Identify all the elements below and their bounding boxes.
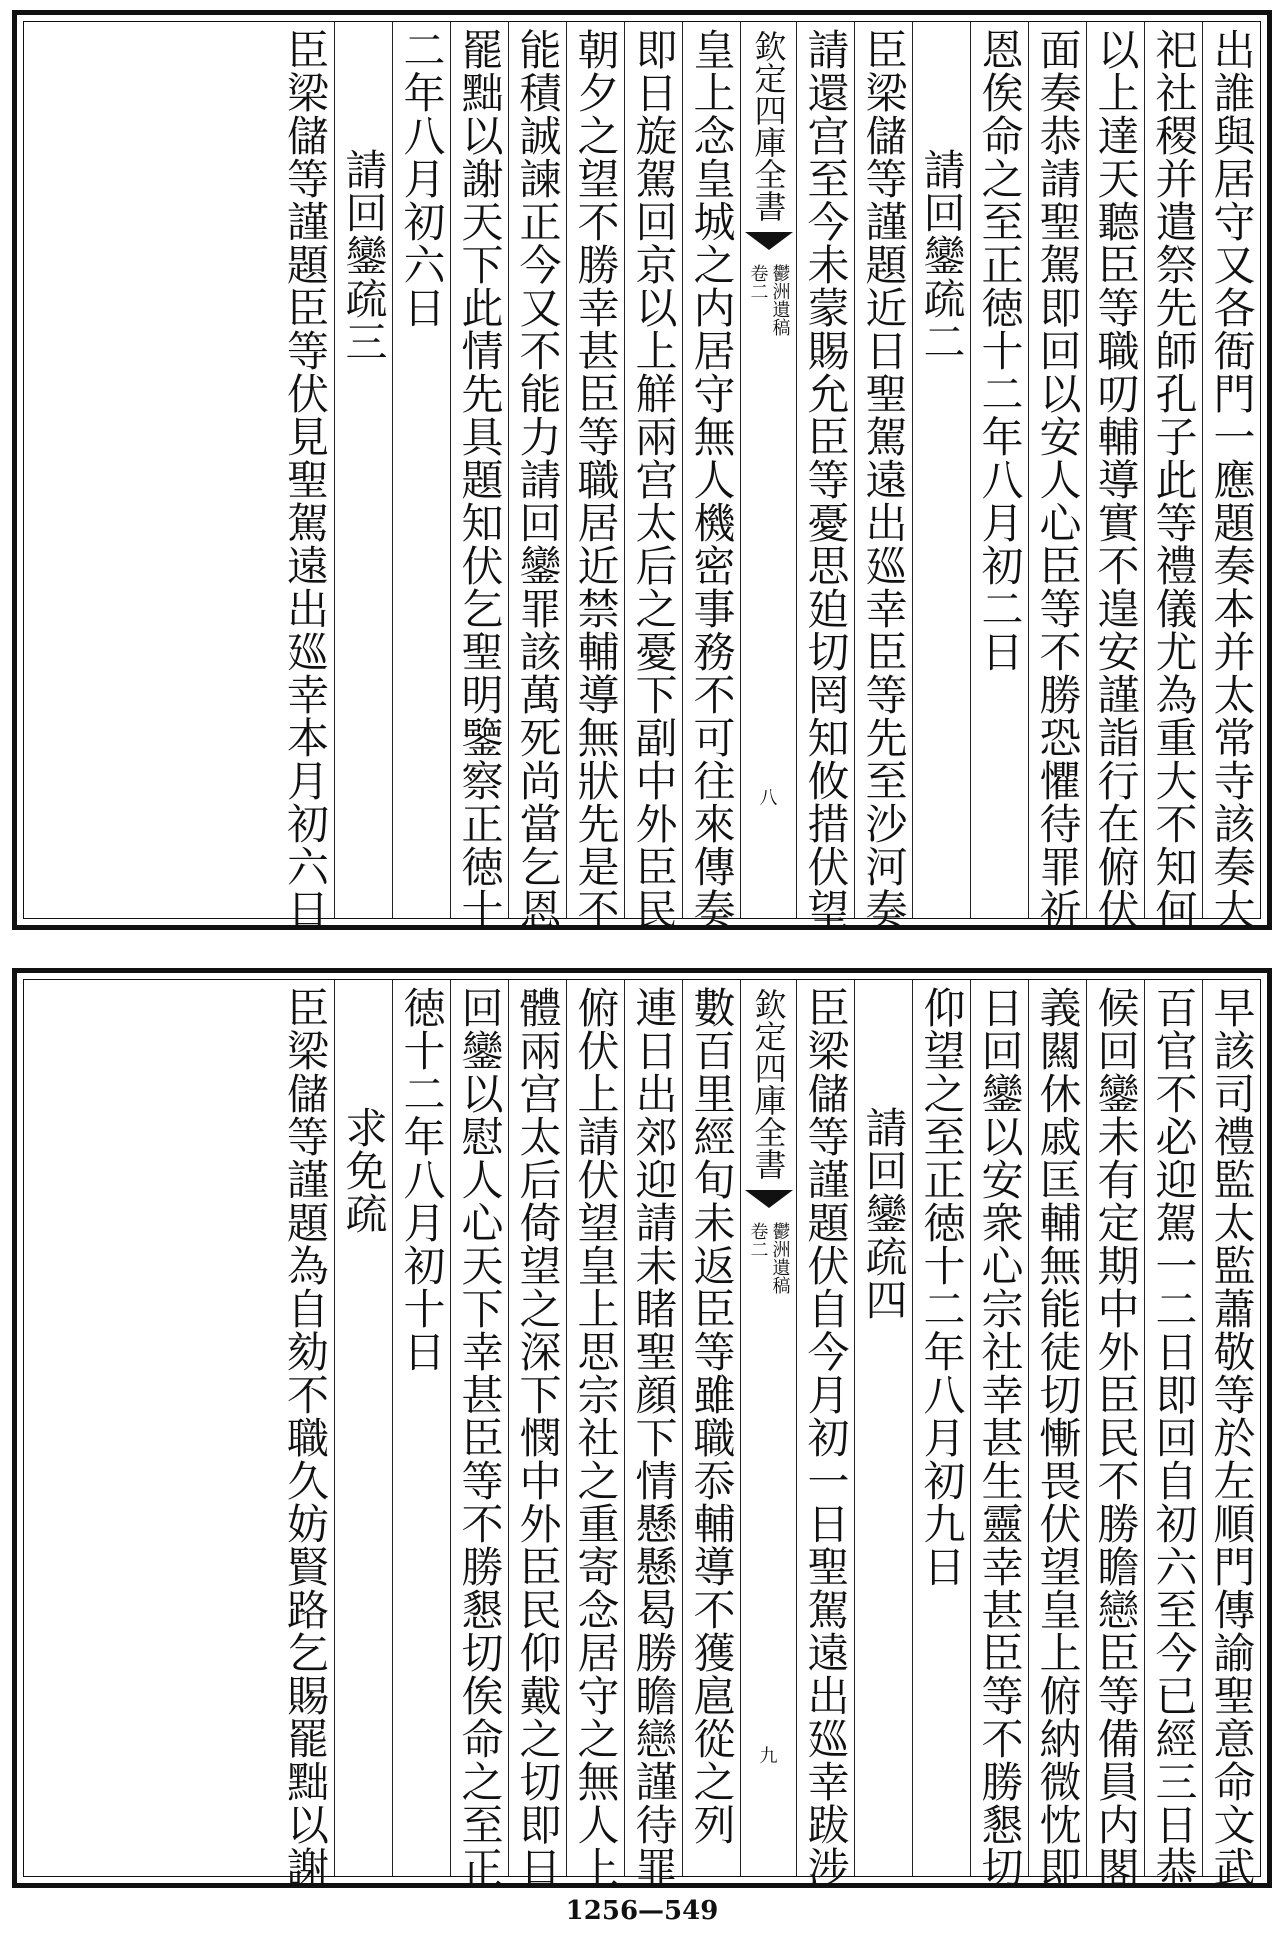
text-column [1028, 22, 1086, 931]
text-column [912, 980, 970, 1876]
center-gutter [740, 980, 796, 1876]
text-line: 百官不必迎駕一二日即回自初六至今已經三日恭 [1149, 986, 1199, 1889]
text-line: 臣梁儲等謹題為自劾不職久妨賢路乞賜罷黜以謝 [281, 986, 330, 1889]
section-title-column [854, 980, 912, 1876]
book-title: 欽定四庫全書 [749, 988, 788, 1180]
section-title: 求免疏 [339, 1106, 389, 1235]
text-line: 徳十二年八月初十日 [397, 986, 447, 1373]
page-number: 1256—549 [565, 1896, 719, 1926]
text-column [970, 22, 1028, 918]
text-line: 二年八月初六日 [397, 28, 447, 329]
fish-tail-mark [745, 1190, 793, 1208]
text-line: 日回鑾以安衆心宗社幸甚生靈幸甚臣等不勝懇切 [975, 986, 1025, 1889]
volume-label: 卷二 [747, 264, 769, 300]
date-column [392, 980, 450, 1876]
text-line: 面奏恭請聖駕即回以安人心臣等不勝恐懼待罪祈 [1033, 28, 1083, 931]
text-line: 數百里經旬未返臣等雖職忝輔導不獲扈從之列 [687, 986, 737, 1846]
text-column [1086, 980, 1144, 1889]
leaf-number: 九 [759, 1746, 778, 1767]
text-line: 義闗休戚匡輔無能徒切慚畏伏望皇上俯納微忱即 [1033, 986, 1083, 1889]
collection-title: 鬱洲遺稿 [769, 264, 791, 336]
text-column [624, 980, 682, 1889]
volume-label: 卷二 [747, 1222, 769, 1258]
text-column [854, 22, 912, 931]
text-line: 臣梁儲等謹題近日聖駕遠出廵幸臣等先至沙河奏 [859, 28, 909, 931]
gutter-subtitle [748, 264, 790, 336]
text-line: 罷黜以謝天下此情先具題知伏乞聖明鑒察正徳十 [455, 28, 505, 931]
text-line: 皇上念皇城之内居守無人機密事務不可往來傳奏 [687, 28, 737, 931]
text-line: 臣梁儲等謹題臣等伏見聖駕遠出廵幸本月初六日 [281, 28, 330, 931]
text-column [276, 22, 334, 931]
text-column [450, 980, 508, 1889]
text-column [796, 980, 854, 1889]
text-column [508, 980, 566, 1889]
text-line: 俯伏上請伏望皇上思宗社之重寄念居守之無人上 [571, 986, 621, 1889]
text-column [1028, 980, 1086, 1889]
text-column [1202, 980, 1260, 1889]
collection-title: 鬱洲遺稿 [769, 1222, 791, 1294]
text-line: 能積誠諫正今又不能力請回鑾罪該萬死尚當乞恩 [513, 28, 563, 931]
top-page [12, 10, 1272, 930]
fish-tail-mark [745, 232, 793, 250]
text-line: 出誰與居守又各衙門一應題奏本并太常寺該奏大 [1207, 28, 1257, 931]
text-column [682, 22, 740, 931]
text-line: 早該司禮監太監蕭敬等於左順門傳諭聖意命文武 [1207, 986, 1257, 1889]
text-column [1144, 980, 1202, 1889]
text-column [970, 980, 1028, 1889]
section-title: 請回鑾疏二 [917, 148, 967, 363]
text-line: 體兩宫太后倚望之深下憫中外臣民仰戴之切即日 [513, 986, 563, 1889]
text-column [450, 22, 508, 931]
section-title-column [334, 22, 392, 918]
text-column [1086, 22, 1144, 931]
top-page-text-area [23, 21, 1261, 931]
text-line: 以上達天聽臣等職叨輔導實不遑安謹詣行在俯伏 [1091, 28, 1141, 931]
text-column [796, 22, 854, 931]
text-line: 朝夕之望不勝幸甚臣等職居近禁輔導無狀先是不 [571, 28, 621, 931]
text-column [624, 22, 682, 931]
date-column [392, 22, 450, 918]
text-line: 回鑾以慰人心天下幸甚臣等不勝懇切俟命之至正 [455, 986, 505, 1889]
center-gutter [740, 22, 796, 918]
book-title: 欽定四庫全書 [749, 30, 788, 222]
text-column [682, 980, 740, 1876]
leaf-number: 八 [759, 788, 778, 809]
text-column [276, 980, 334, 1889]
text-column [1202, 22, 1260, 931]
text-line: 祀社稷并遣祭先師孔子此等禮儀尤為重大不知何 [1149, 28, 1199, 931]
text-line: 請還宫至今未蒙賜允臣等憂思廹切罔知攸措伏望 [801, 28, 851, 931]
gutter-subtitle [748, 1222, 790, 1294]
section-title-column [912, 22, 970, 918]
text-line: 候回鑾未有定期中外臣民不勝瞻戀臣等備員内閣 [1091, 986, 1141, 1889]
text-line: 臣梁儲等謹題伏自今月初一日聖駕遠出廵幸跋涉 [801, 986, 851, 1889]
section-title: 請回鑾疏四 [859, 1106, 909, 1321]
section-title-column [334, 980, 392, 1876]
text-column [508, 22, 566, 931]
text-line: 恩俟命之至正徳十二年八月初二日 [975, 28, 1025, 673]
text-column [566, 22, 624, 931]
section-title: 請回鑾疏三 [339, 148, 389, 363]
text-column [1144, 22, 1202, 931]
text-line: 即日旋駕回京以上觧兩宫太后之憂下副中外臣民 [629, 28, 679, 931]
text-column [566, 980, 624, 1889]
bottom-page [12, 968, 1272, 1888]
text-line: 仰望之至正徳十二年八月初九日 [917, 986, 967, 1588]
bottom-page-text-area [23, 979, 1261, 1889]
text-line: 連日出郊迎請未睹聖顔下情懸懸曷勝瞻戀謹待罪 [629, 986, 679, 1889]
